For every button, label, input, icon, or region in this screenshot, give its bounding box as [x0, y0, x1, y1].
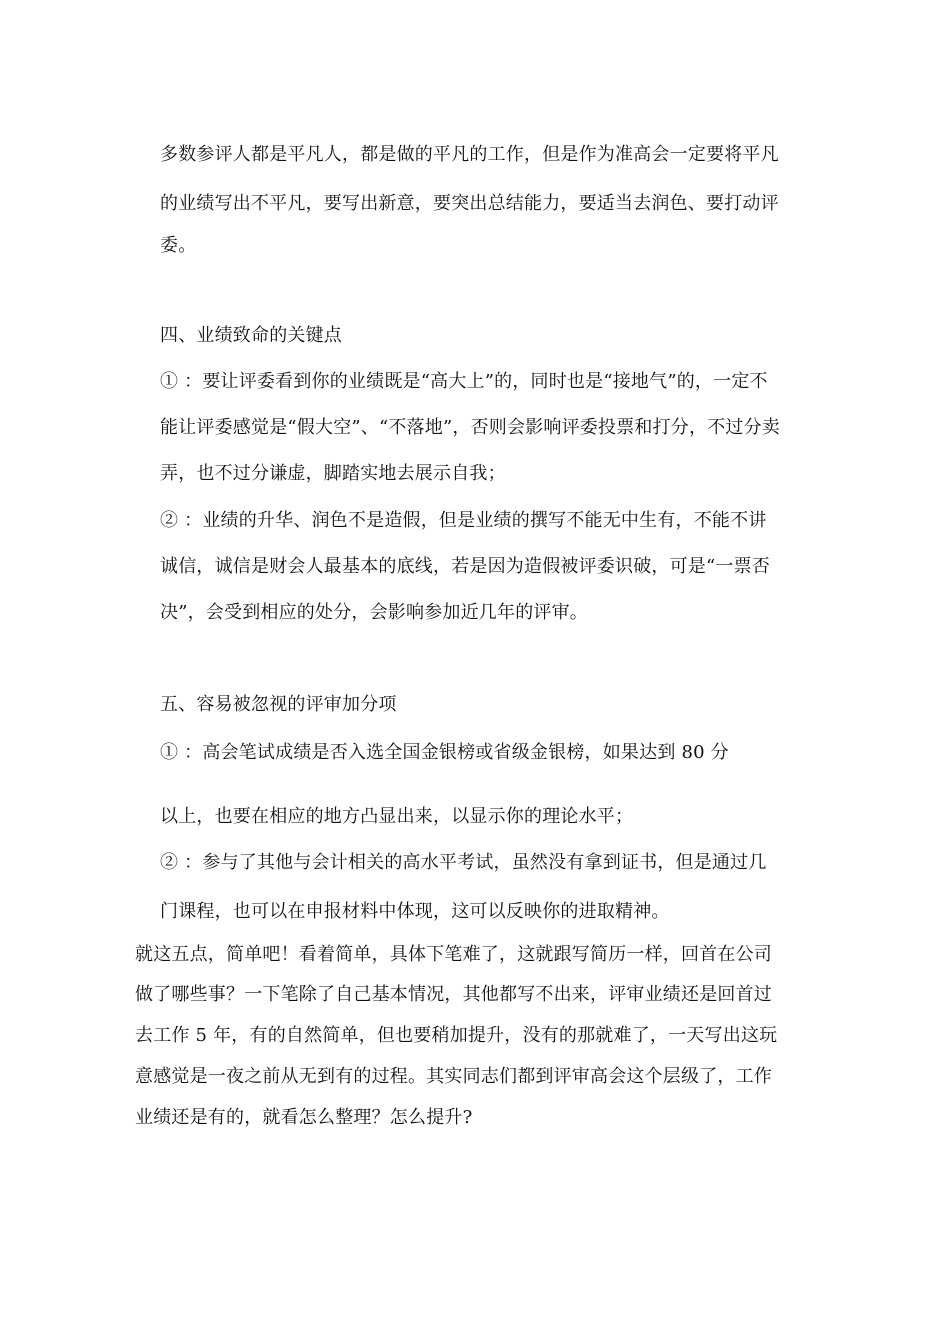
conclusion-line-5: 业绩还是有的，就看怎么整理？怎么提升? — [135, 1107, 473, 1128]
section-5-item-1-line-2: 以上，也要在相应的地方凸显出来，以显示你的理论水平； — [160, 806, 634, 827]
section-4-heading: 四、业绩致命的关键点 — [160, 325, 342, 346]
section-5-item-2-line-2: 门课程，也可以在申报材料中体现，这可以反映你的进取精神。 — [160, 901, 670, 922]
section-5-item-2-line-1: ② ：参与了其他与会计相关的高水平考试，虽然没有拿到证书，但是通过几 — [160, 852, 767, 873]
conclusion-line-3: 去工作 5 年，有的自然简单，但也要稍加提升，没有的那就难了，一天写出这玩 — [135, 1025, 778, 1046]
conclusion-line-1: 就这五点，简单吧！看着简单，具体下笔难了，这就跟写简历一样，回首在公司 — [135, 944, 772, 965]
section-4-item-2-line-1: ② ：业绩的升华、润色不是造假，但是业绩的撰写不能无中生有，不能不讲 — [160, 510, 767, 531]
section-5-item-1-line-1: ① ：高会笔试成绩是否入选全国金银榜或省级金银榜，如果达到 80 分 — [160, 742, 729, 763]
section-4-item-1-line-3: 弄，也不过分谦虚，脚踏实地去展示自我； — [160, 463, 506, 484]
section-4-item-1-line-2: 能让评委感觉是“假大空”、“不落地”，否则会影响评委投票和打分，不过分卖 — [160, 417, 781, 438]
conclusion-line-2: 做了哪些事？一下笔除了自己基本情况，其他都写不出来，评审业绩还是回首过 — [135, 984, 772, 1005]
conclusion-line-4: 意感觉是一夜之前从无到有的过程。其实同志们都到评审高会这个层级了，工作 — [135, 1066, 772, 1087]
section-5-heading: 五、容易被忽视的评审加分项 — [160, 694, 397, 715]
section-4-item-2-line-2: 诚信，诚信是财会人最基本的底线，若是因为造假被评委识破，可是“一票否 — [160, 556, 770, 577]
intro-line-3: 委。 — [160, 235, 197, 256]
section-4-item-1-line-1: ① ：要让评委看到你的业绩既是“高大上”的，同时也是“接地气”的，一定不 — [160, 371, 768, 392]
intro-line-1: 多数参评人都是平凡人，都是做的平凡的工作，但是作为准高会一定要将平凡 — [160, 144, 779, 165]
intro-line-2: 的业绩写出不平凡，要写出新意，要突出总结能力，要适当去润色、要打动评 — [160, 193, 779, 214]
section-4-item-2-line-3: 决”，会受到相应的处分，会影响参加近几年的评审。 — [160, 602, 588, 623]
